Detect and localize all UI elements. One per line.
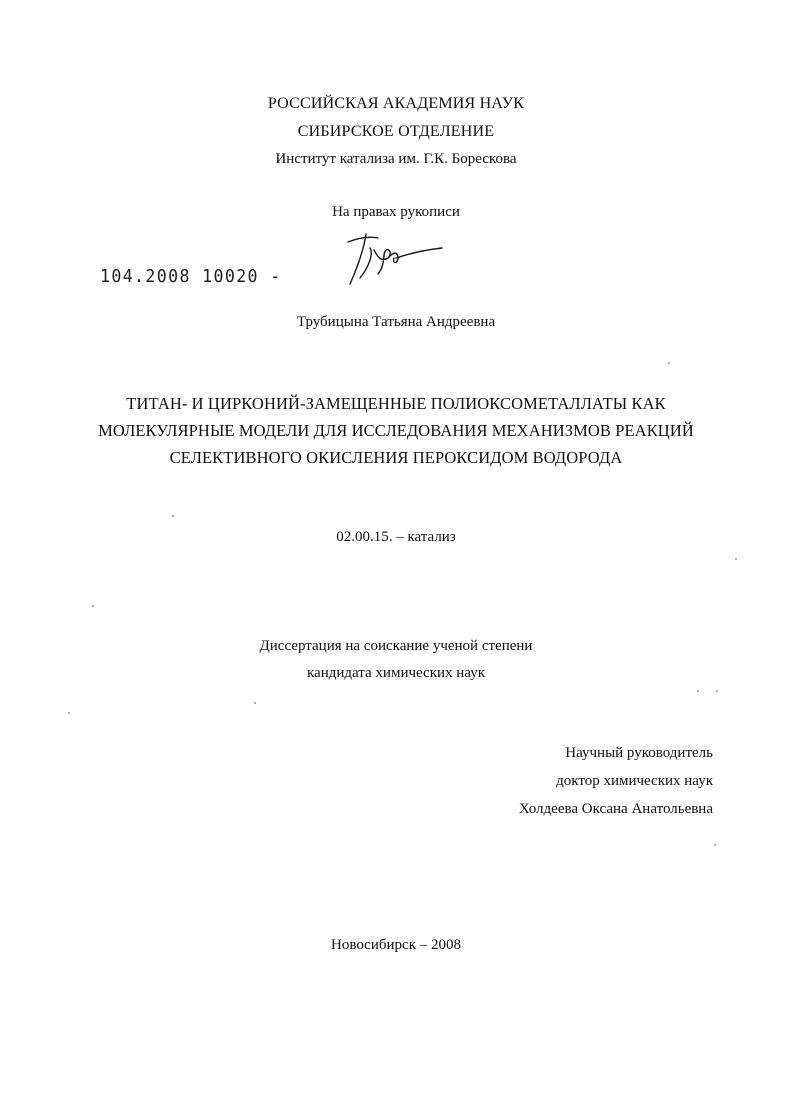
institute-name: Институт катализа им. Г.К. Борескова bbox=[275, 151, 517, 167]
scan-speck bbox=[714, 844, 716, 846]
place-year: Новосибирск – 2008 bbox=[331, 937, 461, 953]
specialty-code: 02.00.15. – катализ bbox=[336, 529, 456, 545]
author-name: Трубицына Татьяна Андреевна bbox=[296, 314, 496, 330]
scan-speck bbox=[92, 605, 94, 607]
scan-speck bbox=[668, 362, 670, 364]
registration-number: 104.2008 10020 - bbox=[100, 266, 282, 287]
scan-speck bbox=[735, 558, 737, 560]
manuscript-note: На правах рукописи bbox=[332, 204, 460, 220]
academy-name: РОССИЙСКАЯ АКАДЕМИЯ НАУК bbox=[267, 95, 525, 112]
supervisor-name: Холдеева Оксана Анатольевна bbox=[518, 801, 713, 817]
degree-line: кандидата химических наук bbox=[306, 665, 485, 681]
title-line: СЕЛЕКТИВНОГО ОКИСЛЕНИЯ ПЕРОКСИДОМ ВОДОРОДА bbox=[169, 448, 623, 467]
branch-name: СИБИРСКОЕ ОТДЕЛЕНИЕ bbox=[297, 123, 495, 140]
title-line: МОЛЕКУЛЯРНЫЕ МОДЕЛИ ДЛЯ ИССЛЕДОВАНИЯ МЕХАНИЗМОВ РЕАКЦИЙ bbox=[98, 421, 694, 440]
scan-speck bbox=[172, 515, 174, 517]
scan-speck bbox=[254, 702, 256, 704]
scan-speck bbox=[697, 690, 699, 692]
scan-speck bbox=[68, 712, 70, 714]
scan-speck bbox=[716, 690, 718, 692]
supervisor-degree: доктор химических наук bbox=[556, 773, 713, 789]
dissertation-line: Диссертация на соискание ученой степени bbox=[259, 638, 533, 654]
signature-icon bbox=[338, 228, 448, 290]
supervisor-label: Научный руководитель bbox=[565, 745, 713, 761]
title-line: ТИТАН- И ЦИРКОНИЙ-ЗАМЕЩЕННЫЕ ПОЛИОКСОМЕТАЛЛАТЫ КАК bbox=[126, 394, 666, 413]
